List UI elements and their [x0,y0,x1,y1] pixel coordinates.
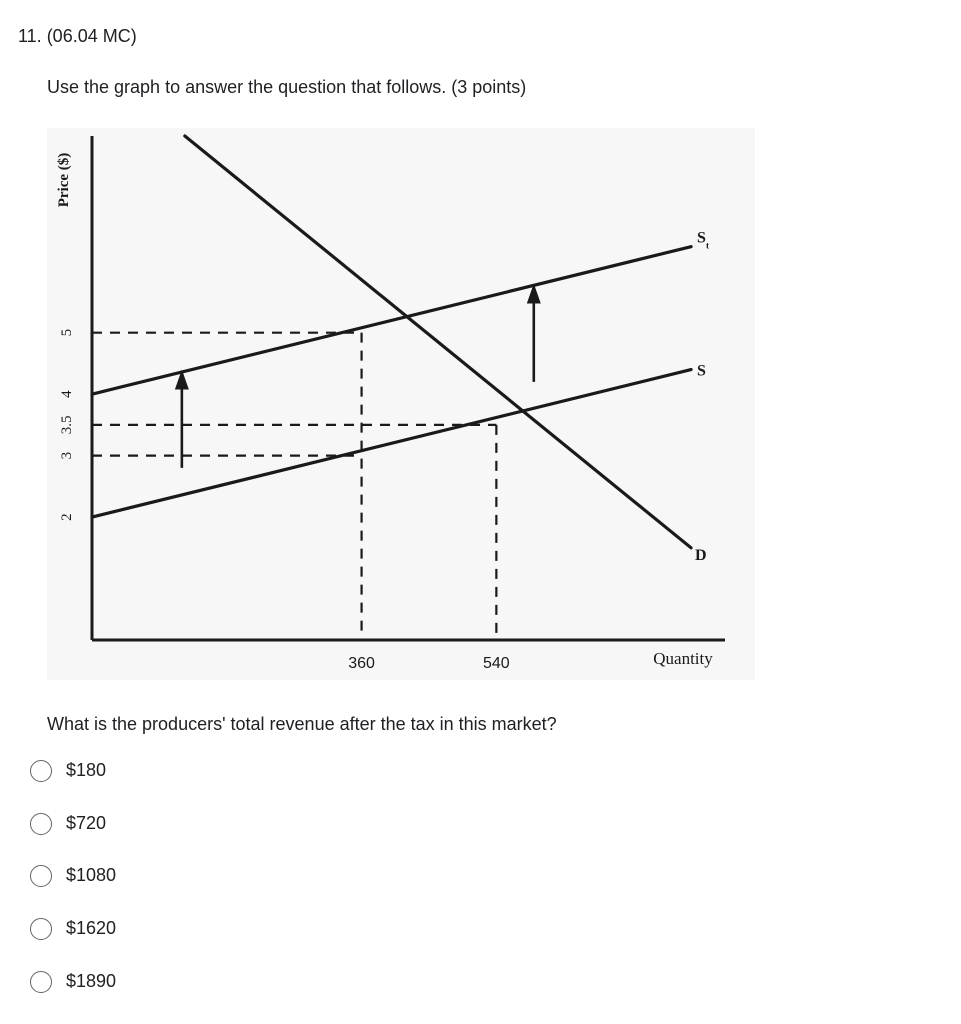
answer-options [30,757,116,1020]
curve-d [185,136,691,548]
supply-demand-chart [47,128,755,680]
label-d: D [695,546,707,564]
option-1620[interactable] [30,915,116,968]
radio-circle-icon[interactable] [30,760,52,782]
radio-circle-icon[interactable] [30,813,52,835]
label-st-sub: t [705,240,709,251]
x-tick-label: 360 [348,655,375,672]
radio-circle-icon[interactable] [30,971,52,993]
label-st [697,230,709,251]
x-axis-label: Quantity [653,649,713,668]
y-tick-label: 2 [59,513,75,521]
option-720[interactable] [30,810,116,863]
y-tick-label: 3.5 [59,415,75,435]
option-label: $1890 [66,970,117,991]
y-tick-label: 3 [59,451,75,460]
radio-circle-icon[interactable] [30,865,52,887]
option-180[interactable] [30,757,116,810]
option-label: $1620 [66,918,117,939]
option-label: $1080 [66,865,117,886]
label-s: S [697,362,706,380]
y-tick-label: 4 [59,390,75,398]
option-1080[interactable] [30,862,116,915]
x-tick-label: 540 [483,655,510,672]
chart-svg [47,128,755,680]
y-tick-label: 5 [59,328,75,337]
curve-st [92,247,691,395]
label-st-main: S [697,229,706,247]
question-prompt: What is the producers' total revenue after the tax in this market? [47,714,557,734]
option-label: $180 [66,760,107,780]
y-axis-label: Price ($) [56,152,72,208]
option-label: $720 [66,812,107,833]
radio-circle-icon[interactable] [30,918,52,940]
question-number: 11. (06.04 MC) [18,26,137,46]
option-1890[interactable] [30,968,116,1021]
question-instruction: Use the graph to answer the question that follows. (3 points) [47,77,527,97]
